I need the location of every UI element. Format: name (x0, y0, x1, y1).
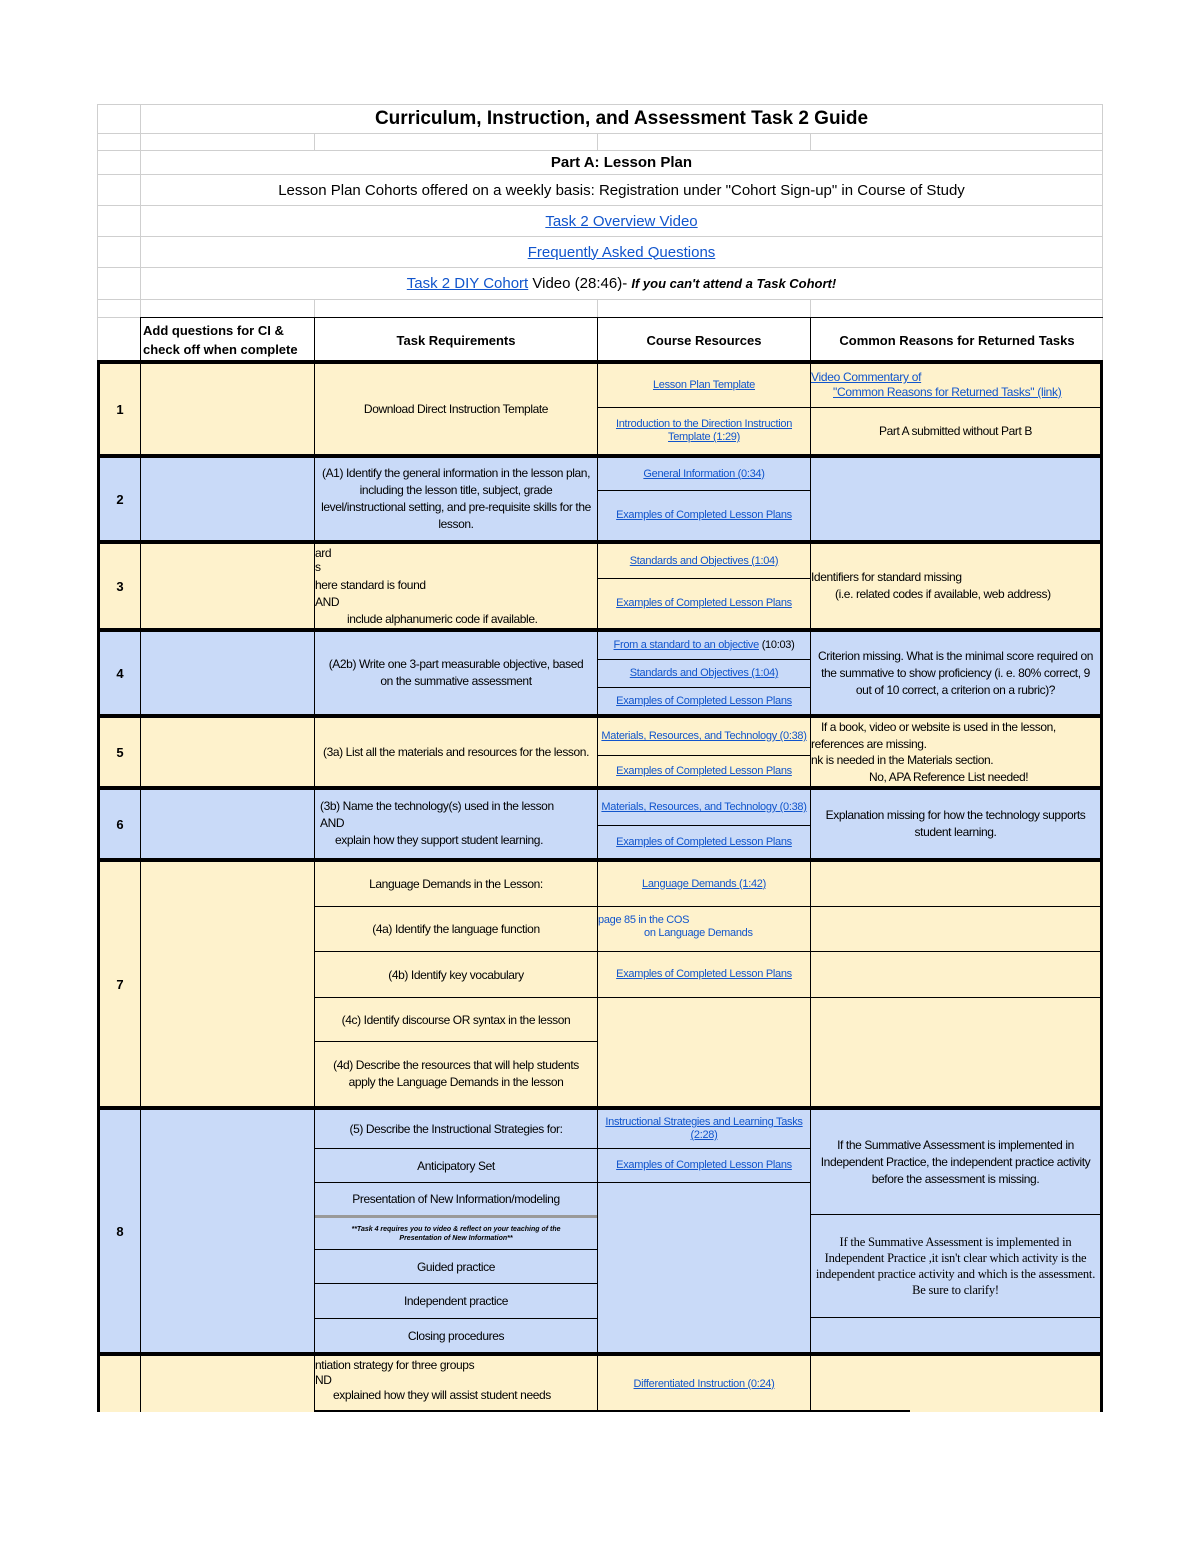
requirement-text: (5) Describe the Instructional Strategies for: (349, 1122, 563, 1136)
resource-cell (598, 364, 810, 407)
video-commentary-link[interactable]: Video Commentary of (811, 370, 922, 384)
reason-line: Identifiers for standard missing (811, 570, 962, 584)
requirement-text: Closing procedures (407, 1328, 505, 1343)
faq-cell (141, 237, 1102, 267)
faq-link[interactable]: Frequently Asked Questions (527, 243, 716, 261)
resource-cell (600, 790, 808, 825)
row-number: 6 (116, 816, 124, 832)
reason-line: If a book, video or website is used in the lesson, (821, 720, 1056, 734)
row-number: 1 (116, 401, 124, 417)
examples-link[interactable]: Examples of Completed Lesson Plans (616, 968, 792, 980)
part-a-heading: Part A: Lesson Plan (550, 154, 693, 171)
row-number: 8 (116, 1223, 124, 1239)
examples-link[interactable]: Examples of Completed Lesson Plans (616, 509, 792, 521)
requirement-line: ard (315, 546, 332, 560)
requirement-text: (A1) Identify the general information in the lesson plan, including the lesson title, subject, grade level/instructional setting, and pre-requisite skills for the lesson. (321, 466, 591, 531)
resource-cell (598, 660, 810, 687)
requirement-text: (3a) List all the materials and resources for the lesson. (323, 744, 590, 759)
reason-link-cell (811, 370, 1100, 407)
overview-video-cell (141, 206, 1102, 236)
resource-cell (600, 408, 808, 454)
requirement-text: Anticipatory Set (417, 1158, 495, 1173)
examples-link[interactable]: Examples of Completed Lesson Plans (616, 1159, 792, 1171)
resource-cell (598, 1356, 810, 1412)
cos-page-reference: on Language Demands (644, 927, 753, 939)
requirement-line: include alphanumeric code if available. (347, 612, 538, 626)
resource-cell (600, 718, 808, 755)
resource-cell (598, 458, 810, 490)
materials-resources-link[interactable]: Materials, Resources, and Technology (0:38) (601, 730, 807, 742)
requirement-text: (A2b) Write one 3-part measurable objective, based on the summative assessment (328, 657, 584, 688)
requirement-text: Guided practice (416, 1259, 496, 1274)
presentation-note: **Task 4 requires you to video & reflect on your teaching of the Presentation of New Information** (351, 1225, 561, 1242)
requirement-text (315, 798, 597, 854)
row-number: 4 (116, 665, 124, 681)
reason-text: If the Summative Assessment is implemented in Independent Practice, the independent practice activity before the assessment is missing. (820, 1137, 1091, 1186)
diy-cohort-cell (141, 268, 1102, 299)
resource-cell (598, 579, 810, 628)
examples-link[interactable]: Examples of Completed Lesson Plans (616, 764, 792, 777)
reason-text (811, 569, 1100, 609)
overview-video-link[interactable]: Task 2 Overview Video (545, 212, 698, 230)
resource-cell (598, 544, 810, 578)
requirement-text (315, 1358, 597, 1412)
requirement-text: Presentation of New Information/modeling (352, 1191, 560, 1206)
row-number: 2 (116, 491, 124, 507)
diy-cohort-suffix: Video (28:46)- (528, 275, 632, 292)
reason-line: nk is needed in the Materials section. (811, 753, 994, 767)
resource-cell (598, 632, 810, 659)
common-reasons-link[interactable]: "Common Reasons for Returned Tasks" (link) (833, 385, 1062, 399)
resource-cell (598, 862, 810, 906)
lesson-plan-template-link[interactable]: Lesson Plan Template (652, 379, 756, 391)
requirement-text: (4d) Describe the resources that will help students apply the Language Demands in the lesson (333, 1058, 579, 1089)
cohorts-info: Lesson Plan Cohorts offered on a weekly basis: Registration under "Cohort Sign-up" in Course of Study (278, 181, 965, 199)
reason-line: references are missing. (811, 736, 927, 751)
requirement-text: Download Direct Instruction Template (363, 402, 549, 416)
requirement-line: here standard is found (315, 578, 426, 592)
requirement-line: ntiation strategy for three groups (315, 1358, 475, 1372)
reason-text: If the Summative Assessment is implemented in Independent Practice ,it isn't clear which activity is the independent practice activity and which is the assessment. Be sure to clarify! (815, 1235, 1096, 1297)
row-number: 5 (116, 744, 124, 760)
requirement-line: AND (320, 816, 345, 830)
reason-text: Criterion missing. What is the minimal score required on the summative to show proficiency (i. e. 80% correct, 9 out of 10 correct, a criterion on a rubric)? (817, 648, 1094, 697)
language-demands-link[interactable]: Language Demands (1:42) (642, 877, 766, 890)
col-header-reasons: Common Reasons for Returned Tasks (839, 332, 1075, 348)
requirement-text: Independent practice (403, 1294, 509, 1308)
reason-line: (i.e. related codes if available, web address) (835, 587, 1051, 601)
resource-cell (598, 826, 810, 858)
resource-cell (600, 1110, 808, 1148)
standards-objectives-link[interactable]: Standards and Objectives (1:04) (629, 667, 779, 679)
col-header-questions: Add questions for CI & check off when complete (143, 323, 298, 357)
standard-to-objective-duration: (10:03) (758, 639, 795, 651)
general-information-link[interactable]: General Information (0:34) (643, 467, 765, 480)
diy-cohort-link[interactable]: Task 2 DIY Cohort (406, 275, 529, 292)
requirement-line: explain how they support student learning. (335, 833, 544, 847)
diy-cohort-note: If you can't attend a Task Cohort! (631, 276, 837, 291)
resource-cell (598, 688, 810, 714)
reason-text: Explanation missing for how the technology supports student learning. (825, 808, 1086, 839)
requirement-text: (4b) Identify key vocabulary (388, 967, 524, 982)
col-header-requirements: Task Requirements (396, 332, 516, 348)
standard-to-objective-link[interactable]: From a standard to an objective (613, 639, 759, 651)
materials-resources-link[interactable]: Materials, Resources, and Technology (0:38) (601, 801, 807, 813)
requirement-line: ND (315, 1373, 332, 1387)
requirement-line: (3b) Name the technology(s) used in the lesson (320, 799, 554, 813)
examples-link[interactable]: Examples of Completed Lesson Plans (616, 597, 792, 609)
row-number: 7 (116, 976, 124, 992)
resource-cell (598, 952, 810, 997)
examples-link[interactable]: Examples of Completed Lesson Plans (616, 835, 792, 848)
requirement-text: (4c) Identify discourse OR syntax in the lesson (341, 1012, 571, 1027)
resource-cell (598, 914, 810, 948)
reason-line: No, APA Reference List needed! (869, 769, 1029, 784)
col-header-resources: Course Resources (646, 332, 762, 348)
intro-template-link[interactable]: Introduction to the Direction Instruction Template (1:29) (615, 418, 793, 443)
row-number: 3 (116, 578, 124, 594)
reason-text (811, 719, 1100, 786)
requirement-text: Language Demands in the Lesson: (369, 877, 543, 891)
examples-link[interactable]: Examples of Completed Lesson Plans (616, 694, 792, 707)
instructional-strategies-link[interactable]: Instructional Strategies and Learning Tasks (2:28) (605, 1116, 803, 1141)
standards-objectives-link[interactable]: Standards and Objectives (1:04) (629, 554, 779, 567)
requirement-text (315, 544, 597, 628)
page-title: Curriculum, Instruction, and Assessment Task 2 Guide (374, 108, 869, 129)
cos-page-reference: page 85 in the COS (598, 914, 690, 926)
reason-text: Part A submitted without Part B (878, 424, 1033, 438)
requirement-line: s (315, 560, 321, 574)
differentiated-instruction-link[interactable]: Differentiated Instruction (0:24) (633, 1377, 775, 1390)
resource-cell (598, 491, 810, 540)
resource-cell (598, 756, 810, 786)
requirement-line: explained how they will assist student needs (333, 1388, 551, 1402)
guide-sheet (97, 104, 1103, 1412)
requirement-line: AND (315, 595, 340, 609)
requirement-text: (4a) Identify the language function (372, 922, 540, 936)
resource-cell (598, 1149, 810, 1182)
